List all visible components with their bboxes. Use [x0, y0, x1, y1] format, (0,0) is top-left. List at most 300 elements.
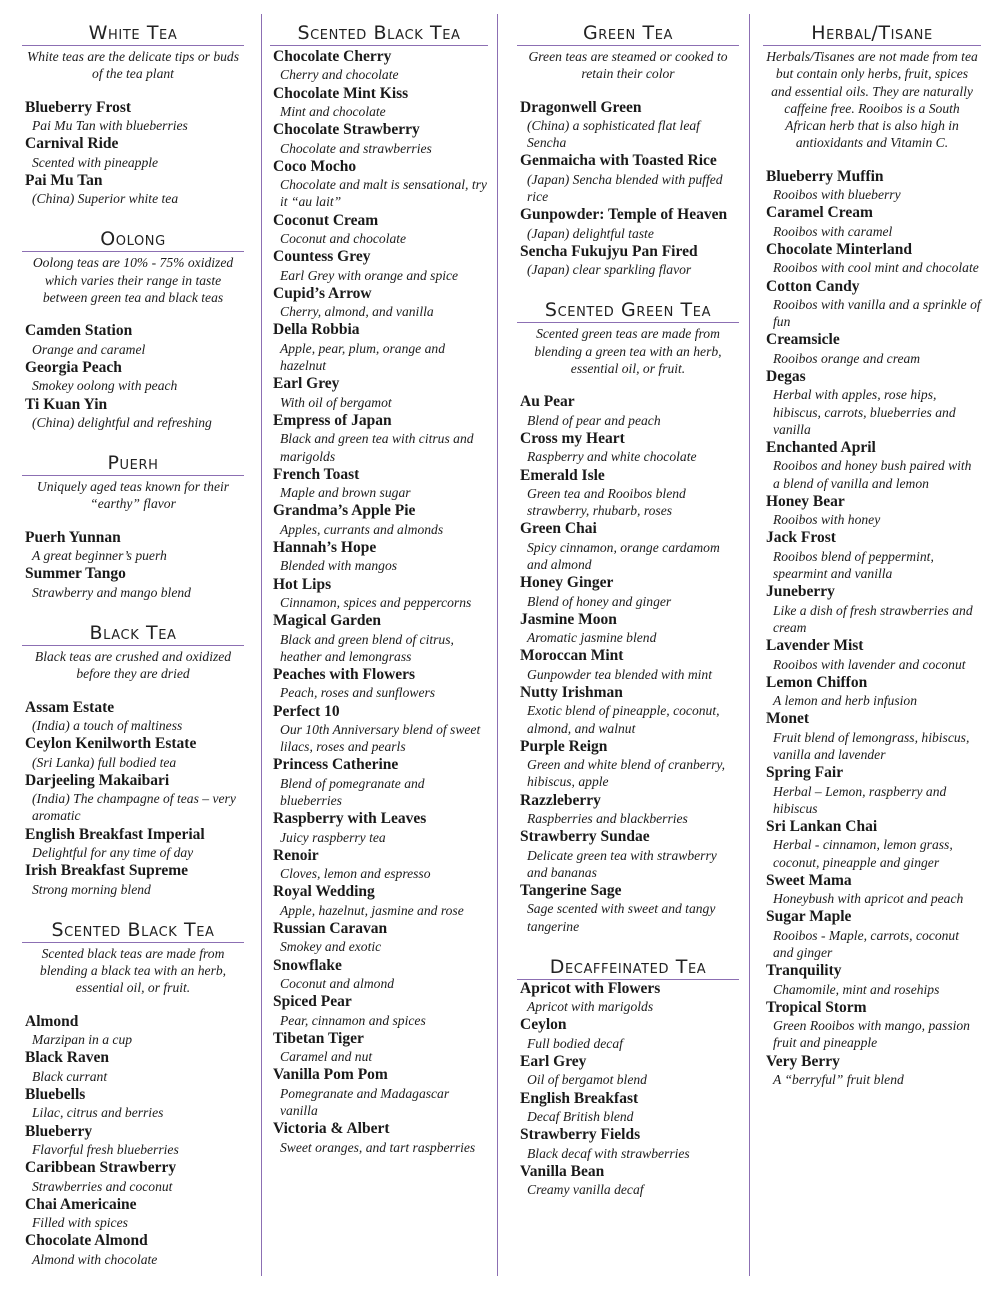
tea-item [22, 1232, 244, 1268]
tea-list [517, 99, 739, 279]
tea-description: Raspberries and blackberries [527, 811, 688, 827]
tea-item [22, 172, 244, 208]
tea-description: Lilac, citrus and berries [32, 1105, 164, 1121]
tea-item [270, 612, 488, 665]
tea-description: (Japan) Sencha blended with puffed rice [527, 171, 723, 205]
tea-name: Bluebells [25, 1085, 86, 1103]
tea-name: Caribbean Strawberry [25, 1159, 177, 1177]
tea-name: Sencha Fukujyu Pan Fired [520, 242, 698, 260]
tea-item [763, 872, 981, 908]
section-description: Black teas are crushed and oxidized before they are dried [34, 648, 232, 682]
tea-description: Delightful for any time of day [32, 844, 194, 860]
tea-name: Ceylon Kenilworth Estate [25, 735, 197, 753]
tea-name: Coco Mocho [273, 157, 357, 175]
tea-description: Cherry, almond, and vanilla [280, 304, 434, 320]
tea-name: Juneberry [766, 583, 835, 601]
tea-item [517, 393, 739, 429]
tea-name: Sri Lankan Chai [766, 817, 878, 835]
menu-section [763, 22, 981, 1088]
tea-description: Herbal - cinnamon, lemon grass, coconut, pineapple and ginger [773, 837, 953, 870]
tea-name: Purple Reign [520, 737, 608, 755]
tea-name: Strawberry Sundae [520, 828, 650, 846]
tea-item [763, 962, 981, 998]
tea-description: Rooibos with caramel [773, 223, 893, 239]
tea-item [517, 152, 739, 205]
tea-item [517, 243, 739, 279]
tea-name: Almond [25, 1012, 79, 1030]
tea-item [270, 212, 488, 248]
tea-description: Rooibos with vanilla and a sprinkle of fun [773, 297, 981, 330]
tea-item [763, 674, 981, 710]
tea-name: Russian Caravan [273, 920, 388, 938]
tea-item [22, 529, 244, 565]
tea-name: Empress of Japan [273, 411, 392, 429]
tea-list [517, 393, 739, 935]
tea-name: Chocolate Strawberry [273, 121, 420, 139]
tea-description: Gunpowder tea blended with mint [527, 666, 713, 682]
tea-item [270, 883, 488, 919]
tea-description: A “berryful” fruit blend [773, 1072, 904, 1087]
tea-name: Razzleberry [520, 791, 601, 809]
tea-item [22, 396, 244, 432]
tea-item [517, 206, 739, 242]
tea-description: A lemon and herb infusion [773, 693, 917, 709]
tea-name: Cross my Heart [520, 429, 625, 447]
tea-name: Honey Bear [766, 492, 845, 510]
tea-description: Orange and caramel [32, 341, 146, 357]
tea-description: Strawberry and mango blend [32, 584, 191, 600]
tea-description: (China) delightful and refreshing [32, 414, 212, 430]
tea-item [22, 1086, 244, 1122]
section-title: Black Tea [22, 622, 244, 646]
tea-name: Blueberry Frost [25, 98, 132, 116]
tea-description: Herbal with apples, rose hips, hibiscus, carrots, blueberries and vanilla [773, 387, 956, 437]
tea-description: Rooibos with cool mint and chocolate [773, 260, 979, 276]
tea-item [517, 520, 739, 573]
tea-name: Chai Americaine [25, 1195, 137, 1213]
tea-description: Our 10th Anniversary blend of sweet lilacs, roses and pearls [280, 721, 481, 755]
tea-item [22, 1049, 244, 1085]
tea-item [270, 285, 488, 321]
tea-item [270, 466, 488, 502]
tea-description: Earl Grey with orange and spice [280, 267, 459, 283]
tea-name: Creamsicle [766, 331, 840, 349]
tea-item [517, 647, 739, 683]
tea-name: Very Berry [766, 1052, 840, 1070]
tea-name: Apricot with Flowers [520, 979, 661, 997]
tea-list [270, 48, 488, 1156]
tea-name: Peaches with Flowers [273, 665, 416, 683]
tea-name: Lavender Mist [766, 637, 864, 655]
tea-item [517, 1126, 739, 1162]
section-title: Scented Black Tea [270, 22, 488, 46]
tea-item [763, 241, 981, 277]
tea-item [270, 847, 488, 883]
tea-description: Maple and brown sugar [280, 485, 411, 501]
tea-name: English Breakfast [520, 1089, 639, 1107]
tea-name: Green Chai [520, 520, 597, 538]
tea-description: Cherry and chocolate [280, 67, 399, 83]
tea-description: Decaf British blend [527, 1109, 634, 1125]
tea-description: (Japan) delightful taste [527, 225, 654, 241]
section-title: Scented Green Tea [517, 299, 739, 323]
tea-item [22, 772, 244, 825]
tea-description: Pear, cinnamon and spices [280, 1012, 426, 1028]
tea-item [517, 611, 739, 647]
tea-description: (Japan) clear sparkling flavor [527, 262, 692, 278]
tea-description: Honeybush with apricot and peach [773, 891, 964, 907]
tea-item [763, 583, 981, 636]
tea-item [763, 493, 981, 529]
tea-item [763, 204, 981, 240]
tea-description: Chamomile, mint and rosehips [773, 981, 940, 997]
tea-description: Chocolate and strawberries [280, 140, 432, 156]
tea-item [270, 539, 488, 575]
tea-item [517, 1053, 739, 1089]
menu-column-2 [270, 22, 488, 1177]
tea-list [517, 980, 739, 1199]
tea-list [22, 699, 244, 898]
tea-description: Creamy vanilla decaf [527, 1182, 644, 1198]
tea-description: Black currant [32, 1068, 108, 1084]
tea-name: Blueberry Muffin [766, 167, 884, 185]
tea-name: Georgia Peach [25, 358, 122, 376]
tea-name: Monet [766, 710, 810, 728]
tea-description: Coconut and almond [280, 976, 395, 992]
tea-description: Delicate green tea with strawberry and bananas [527, 847, 717, 880]
tea-item [22, 699, 244, 735]
tea-name: Vanilla Bean [520, 1162, 605, 1180]
section-title: Puerh [22, 452, 244, 476]
tea-name: Cupid’s Arrow [273, 284, 372, 302]
tea-list [22, 322, 244, 431]
tea-item [763, 278, 981, 331]
tea-item [763, 637, 981, 673]
tea-item [763, 818, 981, 871]
tea-name: Irish Breakfast Supreme [25, 862, 189, 880]
tea-item [22, 565, 244, 601]
tea-name: Cotton Candy [766, 277, 860, 295]
tea-item [517, 738, 739, 791]
tea-description: Rooibos - Maple, carrots, coconut and ginger [773, 927, 960, 960]
tea-item [270, 1120, 488, 1156]
menu-section [22, 452, 244, 601]
tea-description: Spicy cinnamon, orange cardamom and almond [527, 539, 720, 572]
tea-description: Green tea and Rooibos blend strawberry, rhubarb, roses [527, 485, 686, 519]
tea-name: Hot Lips [273, 575, 332, 593]
tea-description: Strawberries and coconut [32, 1178, 173, 1194]
tea-description: Pai Mu Tan with blueberries [32, 118, 188, 133]
tea-name: Jasmine Moon [520, 610, 617, 628]
tea-description: Black decaf with strawberries [527, 1145, 690, 1161]
tea-description: Full bodied decaf [527, 1035, 623, 1051]
tea-description: Smokey and exotic [280, 939, 382, 955]
menu-section [517, 956, 739, 1199]
tea-item [22, 826, 244, 862]
tea-name: Summer Tango [25, 565, 126, 583]
tea-description: Peach, roses and sunflowers [280, 685, 436, 701]
tea-description: Rooibos orange and cream [773, 350, 921, 366]
tea-description: Filled with spices [32, 1215, 128, 1231]
tea-description: Apple, hazelnut, jasmine and rose [280, 902, 464, 918]
tea-name: Victoria & Albert [273, 1120, 390, 1138]
tea-item [22, 1123, 244, 1159]
tea-name: Vanilla Pom Pom [273, 1066, 388, 1084]
tea-name: Carnival Ride [25, 135, 119, 153]
tea-description: Raspberry and white chocolate [527, 449, 697, 465]
tea-item [270, 158, 488, 211]
tea-description: Marzipan in a cup [32, 1032, 133, 1048]
tea-name: Assam Estate [25, 698, 115, 716]
tea-description: Rooibos blend of peppermint, spearmint and vanilla [773, 548, 934, 582]
tea-description: Apple, pear, plum, orange and hazelnut [280, 340, 445, 374]
tea-list [22, 1013, 244, 1268]
tea-name: Black Raven [25, 1049, 109, 1067]
tea-name: Lemon Chiffon [766, 673, 868, 691]
tea-description: Fruit blend of lemongrass, hibiscus, vanilla and lavender [773, 729, 970, 762]
tea-item [270, 248, 488, 284]
tea-name: Blueberry [25, 1122, 93, 1140]
menu-section [22, 622, 244, 898]
tea-name: Raspberry with Leaves [273, 810, 427, 828]
menu-column-4 [763, 22, 981, 1109]
tea-name: Genmaicha with Toasted Rice [520, 152, 717, 170]
tea-item [270, 756, 488, 809]
tea-item [270, 48, 488, 84]
tea-name: Honey Ginger [520, 574, 614, 592]
tea-name: Sugar Maple [766, 908, 852, 926]
tea-description: Pomegranate and Madagascar vanilla [280, 1085, 450, 1119]
tea-list [22, 529, 244, 601]
tea-description: Cloves, lemon and espresso [280, 866, 431, 882]
tea-description: Blended with mangos [280, 558, 398, 574]
tea-description: Green Rooibos with mango, passion fruit and pineapple [773, 1018, 970, 1051]
tea-description: Black and green tea with citrus and marigolds [280, 431, 474, 464]
tea-name: Ti Kuan Yin [25, 395, 108, 413]
tea-name: Au Pear [520, 393, 575, 411]
tea-item [270, 920, 488, 956]
tea-item [270, 666, 488, 702]
tea-description: Caramel and nut [280, 1049, 373, 1065]
tea-description: (Sri Lanka) full bodied tea [32, 754, 177, 770]
column-divider [749, 14, 750, 1276]
tea-item [517, 828, 739, 881]
tea-name: Della Robbia [273, 321, 360, 339]
tea-item [22, 735, 244, 771]
tea-item [270, 1030, 488, 1066]
menu-section [517, 22, 739, 278]
tea-name: Tranquility [766, 962, 842, 980]
tea-item [517, 1163, 739, 1199]
tea-item [270, 121, 488, 157]
tea-description: Rooibos with lavender and coconut [773, 656, 966, 672]
tea-item [763, 764, 981, 817]
tea-item [270, 810, 488, 846]
tea-name: Tibetan Tiger [273, 1029, 364, 1047]
tea-name: Chocolate Cherry [273, 48, 392, 65]
tea-item [22, 135, 244, 171]
tea-list [22, 99, 244, 208]
tea-name: Puerh Yunnan [25, 528, 121, 546]
section-description: Green teas are steamed or cooked to retain their color [528, 49, 728, 82]
section-description: Uniquely aged teas known for their “earthy” flavor [36, 479, 230, 512]
menu-section [22, 22, 244, 207]
tea-description: Black and green blend of citrus, heather and lemongrass [280, 631, 454, 664]
tea-description: Like a dish of fresh strawberries and cream [773, 602, 973, 635]
tea-name: Grandma’s Apple Pie [273, 502, 416, 520]
tea-item [270, 957, 488, 993]
tea-item [270, 576, 488, 612]
tea-item [270, 703, 488, 756]
tea-item [763, 439, 981, 492]
tea-item [763, 168, 981, 204]
tea-description: (China) a sophisticated flat leaf Sencha [527, 118, 700, 151]
section-description: Oolong teas are 10% - 75% oxidized which varies their range in taste between green tea and black teas [32, 255, 234, 306]
tea-name: Tangerine Sage [520, 882, 622, 900]
tea-name: Nutty Irishman [520, 684, 623, 701]
tea-item [517, 430, 739, 466]
tea-description: Blend of honey and ginger [527, 593, 672, 609]
tea-description: Rooibos and honey bush paired with a blend of vanilla and lemon [773, 458, 972, 491]
tea-description: Apples, currants and almonds [280, 521, 444, 537]
tea-name: Dragonwell Green [520, 98, 642, 116]
tea-item [517, 1090, 739, 1126]
tea-name: Chocolate Almond [25, 1232, 148, 1250]
tea-item [763, 710, 981, 763]
tea-description: (India) a touch of maltiness [32, 717, 183, 733]
section-title: Decaffeinated Tea [517, 956, 739, 980]
tea-description: Sage scented with sweet and tangy tangerine [527, 901, 716, 934]
tea-name: Spiced Pear [273, 993, 352, 1011]
section-title: Green Tea [517, 22, 739, 46]
tea-item [22, 862, 244, 898]
tea-list [763, 168, 981, 1088]
tea-item [517, 1016, 739, 1052]
tea-description: Strong morning blend [32, 881, 151, 897]
tea-item [270, 85, 488, 121]
tea-item [763, 529, 981, 582]
tea-item [270, 993, 488, 1029]
tea-item [517, 882, 739, 935]
tea-item [22, 1159, 244, 1195]
tea-name: Jack Frost [766, 529, 836, 547]
tea-item [270, 412, 488, 465]
tea-name: French Toast [273, 465, 360, 483]
tea-name: Moroccan Mint [520, 647, 624, 665]
section-description: White teas are the delicate tips or buds of the tea plant [26, 49, 240, 82]
tea-name: Earl Grey [520, 1053, 587, 1071]
tea-item [763, 908, 981, 961]
tea-name: Darjeeling Makaibari [25, 771, 170, 789]
tea-name: Gunpowder: Temple of Heaven [520, 206, 728, 224]
tea-item [763, 1053, 981, 1089]
tea-item [270, 375, 488, 411]
column-divider [261, 14, 262, 1276]
tea-description: Coconut and chocolate [280, 231, 407, 247]
tea-item [517, 684, 739, 737]
tea-description: Cinnamon, spices and peppercorns [280, 594, 472, 610]
tea-name: Chocolate Minterland [766, 241, 912, 258]
tea-name: Renoir [273, 846, 319, 864]
menu-column-3 [517, 22, 739, 1220]
tea-description: Juicy raspberry tea [280, 829, 386, 845]
section-title: White Tea [22, 22, 244, 46]
tea-description: Oil of bergamot blend [527, 1072, 647, 1088]
tea-name: Perfect 10 [273, 702, 340, 720]
tea-description: Apricot with marigolds [527, 999, 654, 1015]
tea-name: Earl Grey [273, 375, 340, 393]
tea-name: Tropical Storm [766, 998, 867, 1016]
section-description: Herbals/Tisanes are not made from tea but contain only herbs, fruit, spices and essential oils. They are naturally caffeine free. Rooibos is a South African herb that is also high in antioxidants and Vitamin C. [766, 49, 978, 151]
section-title: Scented Black Tea [22, 919, 244, 943]
tea-item [763, 331, 981, 367]
tea-item [763, 999, 981, 1052]
menu-section [517, 299, 739, 934]
tea-item [517, 792, 739, 828]
tea-description: Sweet oranges, and tart raspberries [280, 1139, 476, 1155]
section-title: Herbal/Tisane [763, 22, 981, 46]
tea-item [270, 321, 488, 374]
tea-name: Princess Catherine [273, 756, 399, 774]
tea-description: (India) The champagne of teas – very aromatic [32, 791, 236, 824]
tea-item [270, 1066, 488, 1119]
tea-name: Snowflake [273, 956, 342, 974]
tea-description: Smokey oolong with peach [32, 378, 178, 394]
tea-item [22, 322, 244, 358]
tea-name: Coconut Cream [273, 211, 379, 229]
tea-item [22, 1196, 244, 1232]
tea-description: A great beginner’s puerh [32, 548, 167, 564]
tea-name: Hannah’s Hope [273, 538, 377, 556]
tea-item [517, 99, 739, 152]
tea-description: Blend of pomegranate and blueberries [280, 775, 425, 808]
tea-name: Sweet Mama [766, 871, 852, 889]
tea-item [517, 574, 739, 610]
tea-item [763, 368, 981, 438]
tea-description: Exotic blend of pineapple, coconut, almond, and walnut [527, 703, 720, 736]
tea-name: Magical Garden [273, 612, 382, 630]
tea-description: Mint and chocolate [280, 104, 386, 120]
menu-section [22, 919, 244, 1268]
tea-description: Rooibos with honey [773, 512, 881, 528]
menu-section [22, 228, 244, 431]
tea-description: Green and white blend of cranberry, hibiscus, apple [527, 757, 726, 790]
tea-name: Royal Wedding [273, 883, 375, 901]
tea-name: English Breakfast Imperial [25, 825, 205, 843]
tea-name: Camden Station [25, 322, 133, 340]
tea-item [22, 359, 244, 395]
tea-item [517, 467, 739, 520]
tea-description: Scented with pineapple [32, 154, 159, 170]
tea-item [270, 502, 488, 538]
tea-name: Strawberry Fields [520, 1126, 641, 1144]
tea-description: Herbal – Lemon, raspberry and hibiscus [773, 783, 947, 816]
tea-name: Enchanted April [766, 439, 876, 457]
menu-column-1 [22, 22, 244, 1289]
tea-item [517, 980, 739, 1016]
menu-section [270, 22, 488, 1156]
tea-description: Flavorful fresh blueberries [32, 1141, 179, 1157]
tea-description: With oil of bergamot [280, 394, 392, 410]
tea-name: Countess Grey [273, 248, 371, 266]
section-description: Scented black teas are made from blending a black tea with an herb, essential oil, or fruit. [39, 945, 227, 996]
tea-description: Chocolate and malt is sensational, try it “au lait” [280, 177, 487, 210]
tea-name: Pai Mu Tan [25, 171, 103, 189]
tea-description: Almond with chocolate [32, 1251, 158, 1267]
tea-description: Aromatic jasmine blend [527, 630, 657, 646]
tea-name: Spring Fair [766, 764, 844, 782]
section-title: Oolong [22, 228, 244, 252]
